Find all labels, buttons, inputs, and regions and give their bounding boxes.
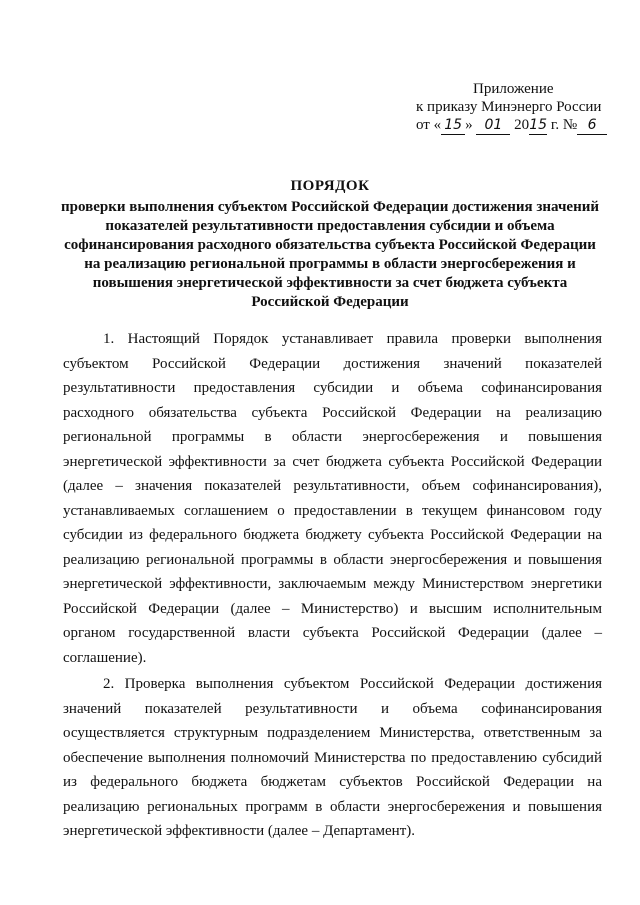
date-close-quote: »: [465, 117, 473, 133]
title-subtitle-line: повышения энергетической эффективности за счет бюджета субъекта: [92, 275, 568, 291]
date-prefix: от: [416, 117, 430, 133]
title-subtitle-line: софинансирования расходного обязательства субъекта Российской Федерации: [64, 237, 596, 253]
appendix-order-ref: к приказу Минэнерго России: [416, 99, 602, 115]
date-open-quote: «: [433, 117, 442, 133]
title-subtitle-line: проверки выполнения субъектом Российской Федерации достижения значений: [60, 199, 599, 215]
title-subtitle-line: Российской Федерации: [251, 294, 409, 310]
handwritten-day: 15: [441, 116, 465, 135]
title-subtitle-line: на реализацию региональной программы в области энергосбережения и: [84, 256, 576, 272]
document-title: [30, 177, 630, 312]
paragraph-2: 2. Проверка выполнения субъектом Российской Федерации достижения значений показателей результативности и объема софинансирования осуществляется структурным подразделением Министерства, ответственным за обеспечение выполнения полномочий Министерства по предоставлению субсидий из федерального бюджета бюджетам субъектов Российской Федерации на реализацию региональных программ в области энергосбережения и повышения энергетической эффективности (далее – Департамент).: [63, 676, 602, 839]
title-main: ПОРЯДОК: [290, 178, 370, 194]
paragraph-1: 1. Настоящий Порядок устанавливает правила проверки выполнения субъектом Российской Федерации достижения значений показателей результативности предоставления субсидии и объема софинансирования расходного обязательства субъекта Российской Федерации на реализацию региональной программы в области энергосбережения и повышения энергетической эффективности за счет бюджета субъекта Российской Федерации (далее – значения показателей результативности, объем софинансирования), устанавливаемых соглашением о предоставлении в текущем финансовом году субсидии из федерального бюджета бюджету субъекта Российской Федерации на реализацию региональной программы в области энергосбережения и повышения энергетической эффективности, заключаемым между Министерством энергетики Российской Федерации (далее – Министерство) и высшим исполнительным органом государственной власти субъекта Российской Федерации (далее – соглашение).: [63, 331, 602, 666]
title-subtitle-line: показателей результативности предоставления субсидии и объема: [105, 218, 555, 234]
year-unit: г. №: [550, 117, 578, 133]
document-body: [63, 327, 602, 844]
year-prefix: 20: [514, 117, 530, 133]
appendix-label: Приложение: [473, 81, 554, 97]
appendix-header: [410, 80, 630, 135]
handwritten-year: 15: [529, 117, 548, 133]
appendix-date-line: [410, 116, 630, 135]
handwritten-order-number: 6: [577, 116, 607, 135]
handwritten-month: 01: [476, 116, 510, 135]
